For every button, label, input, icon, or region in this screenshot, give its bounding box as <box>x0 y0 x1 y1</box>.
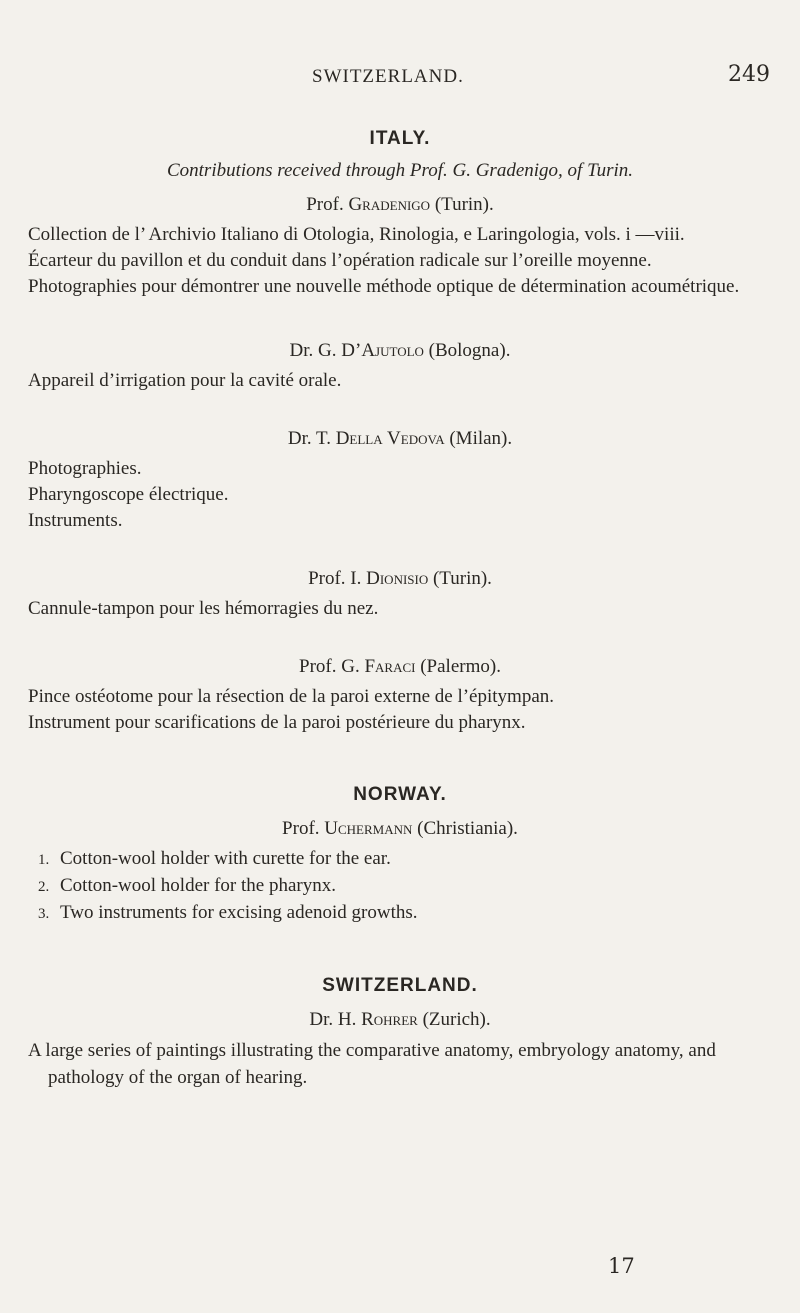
page-body <box>28 128 772 1091</box>
contributor-faraci <box>28 656 772 678</box>
contributor-name: Uchermann <box>324 818 413 839</box>
contributor-rohrer <box>28 1009 772 1031</box>
item-text: Cotton-wool holder with curette for the ear. <box>60 848 391 869</box>
contributor-place: (Christiania). <box>417 818 518 839</box>
contributor-gradenigo <box>28 194 772 216</box>
list-item: A large series of paintings illustrating the comparative anatomy, embryology anatomy, and pathology of the organ of hearing. <box>28 1040 716 1088</box>
contributor-prefix: Dr. G. <box>289 340 337 361</box>
contributor-name: Gradenigo <box>348 194 431 215</box>
list-item: Pince ostéotome pour la résection de la paroi externe de l’épitympan. <box>28 686 555 707</box>
section-italy <box>28 128 772 736</box>
section-subtitle-italy: Contributions received through Prof. G. Gradenigo, of Turin. <box>166 160 634 181</box>
contributor-prefix: Prof. <box>282 818 320 839</box>
item-number: 2. <box>38 879 50 895</box>
contributor-uchermann <box>28 818 772 840</box>
section-heading-italy: ITALY. <box>369 128 431 149</box>
list-item: Photographies pour démontrer une nouvelle méthode optique de détermination acoumétrique. <box>28 276 740 297</box>
contributor-della-vedova <box>28 428 772 450</box>
contributor-dionisio <box>28 568 772 590</box>
item-text: Two instruments for excising adenoid growths. <box>60 902 418 923</box>
section-heading-switzerland: SWITZERLAND. <box>322 975 478 996</box>
signature-mark: 17 <box>608 1254 635 1278</box>
contributor-name: D’Ajutolo <box>341 340 424 361</box>
contributor-place: (Zurich). <box>422 1009 491 1030</box>
running-head <box>0 62 800 96</box>
section-switzerland <box>28 975 772 1091</box>
contributor-dajutolo <box>28 340 772 362</box>
running-title: SWITZERLAND. <box>312 66 464 87</box>
numbered-item <box>38 900 772 927</box>
contributor-place: (Milan). <box>449 428 513 449</box>
contributor-place: (Palermo). <box>420 656 501 677</box>
contributor-name: Della Vedova <box>335 428 445 449</box>
contributor-prefix: Prof. I. <box>308 568 362 589</box>
item-text: Cotton-wool holder for the pharynx. <box>60 875 336 896</box>
page-number: 249 <box>728 62 770 87</box>
list-item: Photographies. <box>28 458 142 479</box>
contributor-prefix: Dr. T. <box>287 428 331 449</box>
contributor-name: Faraci <box>364 656 416 677</box>
contributor-name: Rohrer <box>361 1009 418 1030</box>
section-heading-norway: NORWAY. <box>353 784 447 805</box>
contributor-place: (Turin). <box>432 568 492 589</box>
list-item: Écarteur du pavillon et du conduit dans l’opération radicale sur l’oreille moyenne. <box>28 250 652 271</box>
section-norway <box>28 784 772 927</box>
numbered-item <box>38 873 772 900</box>
contributor-prefix: Prof. G. <box>299 656 360 677</box>
contributor-place: (Turin). <box>434 194 494 215</box>
list-item: Instruments. <box>28 510 123 531</box>
list-item: Collection de l’ Archivio Italiano di Otologia, Rinologia, e Laringologia, vols. i —viii. <box>28 224 685 245</box>
contributor-name: Dionisio <box>366 568 429 589</box>
list-item: Pharyngoscope électrique. <box>28 484 229 505</box>
contributor-place: (Bologna). <box>428 340 511 361</box>
list-item: Cannule-tampon pour les hémorragies du nez. <box>28 598 379 619</box>
list-item: Instrument pour scarifications de la paroi postérieure du pharynx. <box>28 712 526 733</box>
item-number: 3. <box>38 906 50 922</box>
numbered-item <box>38 846 772 873</box>
list-item: Appareil d’irrigation pour la cavité orale. <box>28 370 342 391</box>
contributor-prefix: Prof. <box>306 194 344 215</box>
item-number: 1. <box>38 852 50 868</box>
contributor-prefix: Dr. H. <box>309 1009 357 1030</box>
